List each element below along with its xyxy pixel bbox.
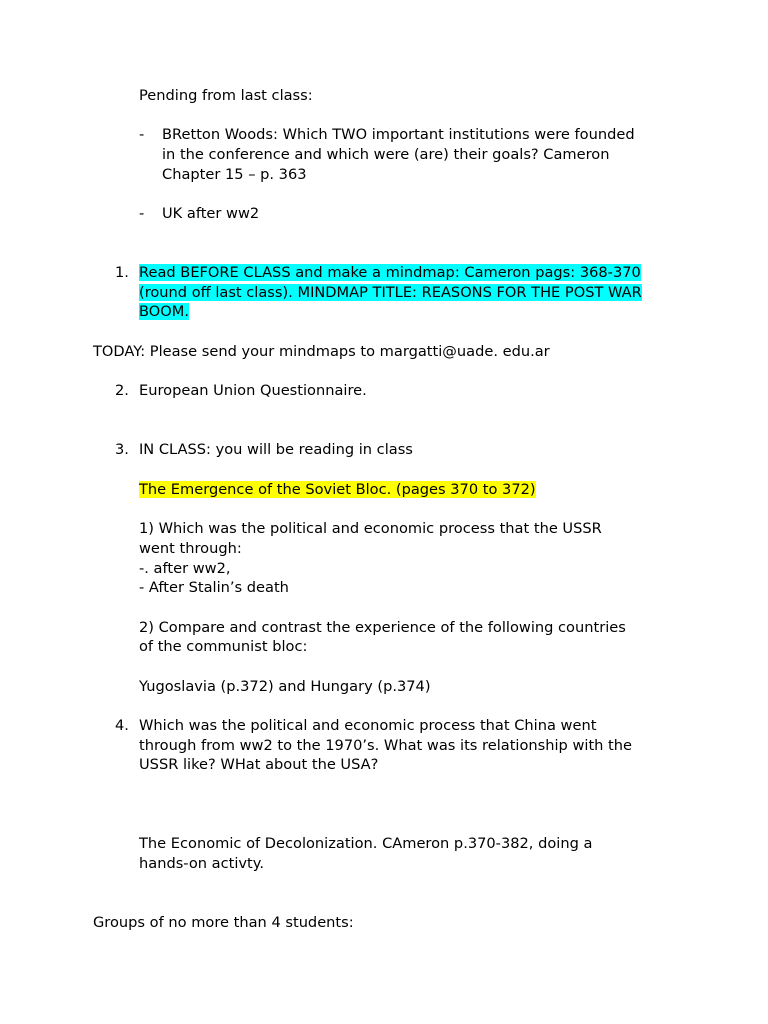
pending-item-line: BRetton Woods: Which TWO important institutions were founded xyxy=(162,126,635,143)
pending-item-line: Chapter 15 – p. 363 xyxy=(162,166,307,183)
list-number: 3. xyxy=(115,441,129,458)
highlight-cyan: BOOM. xyxy=(139,303,189,320)
item1-line xyxy=(139,283,642,303)
item1-line xyxy=(139,302,189,322)
soviet-bloc-line xyxy=(139,480,536,500)
bullet-dash: - xyxy=(139,126,145,143)
question-line: 1) Which was the political and economic process that the USSR xyxy=(139,520,602,537)
pending-item-line: UK after ww2 xyxy=(162,205,260,222)
question-line: of the communist bloc: xyxy=(139,638,308,655)
item3-text: IN CLASS: you will be reading in class xyxy=(139,441,413,458)
list-number: 2. xyxy=(115,382,129,399)
item4-line: through from ww2 to the 1970’s. What was its relationship with the xyxy=(139,737,633,754)
pending-heading: Pending from last class: xyxy=(139,87,313,104)
item2-text: European Union Questionnaire. xyxy=(139,382,367,399)
item1-line xyxy=(139,263,641,283)
highlight-cyan: Read BEFORE CLASS and make a mindmap: Cameron pags: 368-370 xyxy=(139,264,641,281)
decolonization-line: The Economic of Decolonization. CAmeron p.370-382, doing a xyxy=(139,835,593,852)
list-number: 4. xyxy=(115,717,129,734)
today-line: TODAY: Please send your mindmaps to margatti@uade. edu.ar xyxy=(93,343,550,360)
question-line: -. after ww2, xyxy=(139,560,231,577)
pending-item-line: in the conference and which were (are) their goals? Cameron xyxy=(162,146,610,163)
question-line: - After Stalin’s death xyxy=(139,579,289,596)
question-line: went through: xyxy=(139,540,242,557)
highlight-cyan: (round off last class). MINDMAP TITLE: REASONS FOR THE POST WAR xyxy=(139,284,642,301)
item4-line: Which was the political and economic process that China went xyxy=(139,717,597,734)
highlight-yellow: The Emergence of the Soviet Bloc. (pages 370 to 372) xyxy=(139,481,536,498)
question-line: 2) Compare and contrast the experience of the following countries xyxy=(139,619,626,636)
item4-line: USSR like? WHat about the USA? xyxy=(139,756,379,773)
list-number: 1. xyxy=(115,264,129,281)
bullet-dash: - xyxy=(139,205,145,222)
countries-line: Yugoslavia (p.372) and Hungary (p.374) xyxy=(139,678,431,695)
decolonization-line: hands-on activty. xyxy=(139,855,264,872)
groups-line: Groups of no more than 4 students: xyxy=(93,914,354,931)
